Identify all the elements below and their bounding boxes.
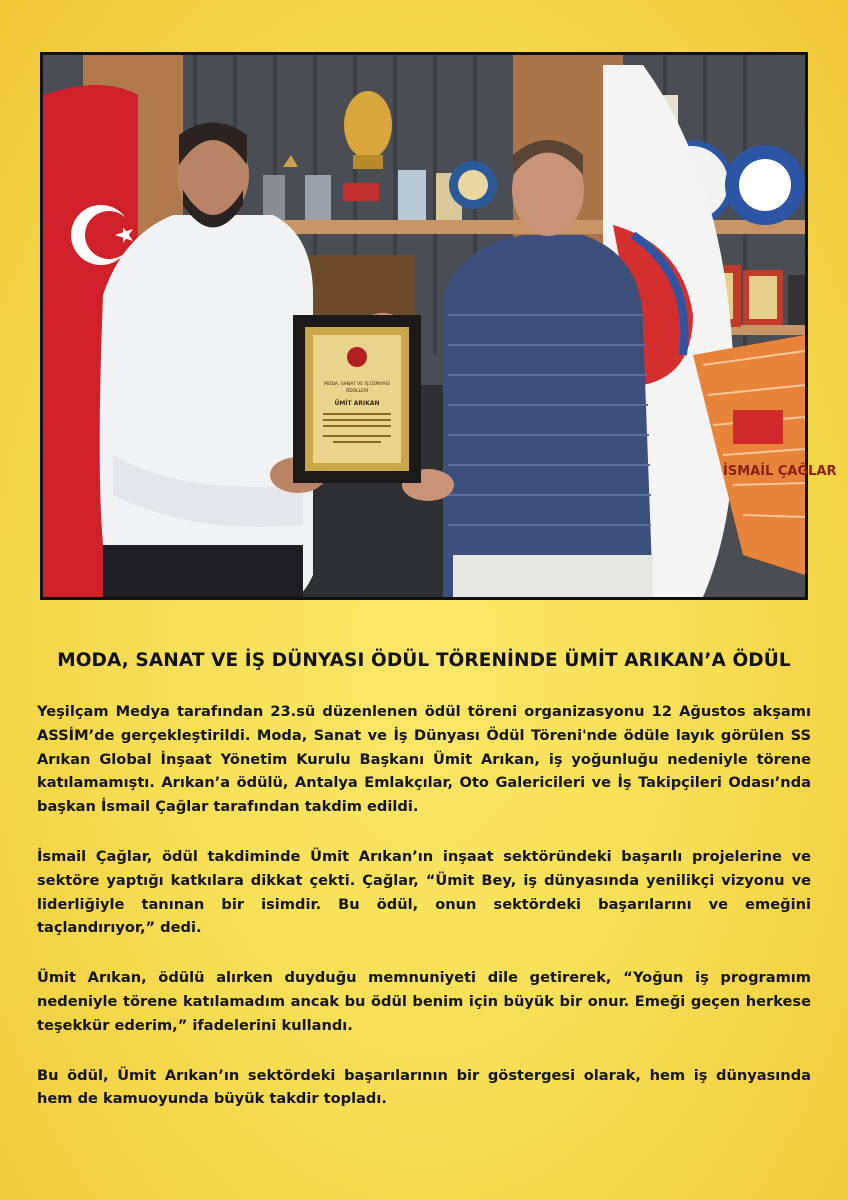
article-photo-frame bbox=[40, 52, 837, 600]
plaque-line-2: ÖDÜLLERİ bbox=[345, 389, 369, 394]
article-paragraph: Ümit Arıkan, ödülü alırken duyduğu memnuniyeti dile getirerek, “Yoğun iş programım nedeniyle törene katılamadım ancak bu ödül benim için büyük bir onur. Emeği geçen herkese teşekkür ederim,” ifadelerini kullandı. bbox=[37, 969, 811, 1034]
award-ceremony-photo bbox=[43, 55, 837, 597]
plaque-line-3: ÜMİT ARIKAN bbox=[334, 400, 380, 407]
article-paragraph: Yeşilçam Medya tarafından 23.sü düzenlenen ödül töreni organizasyonu 12 Ağustos akşamı ASSİM’de gerçekleştirildi. Moda, Sanat ve İş Dünyası Ödül Töreni'nde ödüle layık görülen SS Arıkan Global İnşaat Yönetim Kurulu Başkanı Ümit Arıkan, iş yoğunluğu nedeniyle törene katılamamıştı. Arıkan’a ödülü, Antalya Emlakçılar, Oto Galericileri ve İş Takipçileri Odası’nda başkan İsmail Çağlar tarafından takdim edildi. bbox=[37, 703, 811, 816]
article-title: MODA, SANAT VE İŞ DÜNYASI ÖDÜL TÖRENİNDE ÜMİT ARIKAN’A ÖDÜL bbox=[57, 650, 791, 671]
article-body bbox=[37, 700, 811, 1137]
plaque-line-1: MODA, SANAT VE İŞ DÜNYASI bbox=[324, 382, 390, 387]
article-paragraph: İsmail Çağlar, ödül takdiminde Ümit Arıkan’ın inşaat sektöründeki başarılı projelerine ve sektöre yaptığı katkılara dikkat çekti. Çağlar, “Ümit Bey, iş dünyasında yenilikçi vizyonu ve liderliğiyle tanınan bir isimdir. Bu ödül, onun sektördeki başarılarını ve emeğini taçlandırıyor,” dedi. bbox=[37, 847, 811, 937]
scarf-text: İSMAİL ÇAĞLAR bbox=[723, 464, 837, 479]
article-paragraph: Bu ödül, Ümit Arıkan’ın sektördeki başarılarının bir göstergesi olarak, hem iş dünyasında hem de kamuoyunda büyük takdir topladı. bbox=[37, 1066, 811, 1108]
